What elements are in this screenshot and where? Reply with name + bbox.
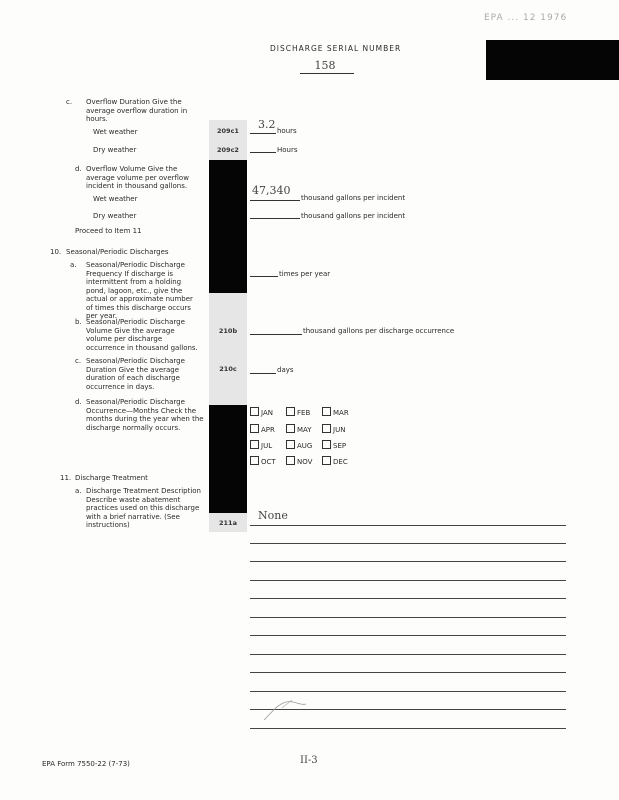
duration-days-unit: days [277, 366, 294, 374]
form-number: EPA Form 7550-22 (7-73) [42, 760, 130, 768]
narrative-line[interactable] [250, 691, 566, 692]
checkbox-icon[interactable] [250, 407, 259, 416]
checkbox-icon[interactable] [322, 440, 331, 449]
redaction-block [209, 405, 247, 513]
item11a-text: Discharge Treatment Description Describe waste abatement practices used on this discharge with a brief narrative. (See instructions) [86, 487, 201, 529]
month-label: FEB [297, 409, 311, 417]
code-209c1: 209c1 [217, 127, 239, 135]
discharge-serial-number-value: 158 [314, 59, 336, 72]
month-oct[interactable] [250, 456, 276, 467]
month-label: APR [261, 426, 275, 434]
discharge-serial-number-heading: DISCHARGE SERIAL NUMBER [270, 44, 402, 53]
item10-title: Seasonal/Periodic Discharges [66, 248, 169, 256]
item-c-text: Overflow Duration Give the average overflow duration in hours. [86, 98, 188, 123]
month-jan[interactable] [250, 407, 273, 418]
item11-number: 11. [60, 474, 72, 482]
code-210c: 210c [219, 365, 237, 373]
month-label: NOV [297, 458, 313, 466]
item-d-label: d. [75, 165, 82, 173]
wet-volume-value[interactable]: 47,340 [252, 184, 291, 197]
dry-volume-unit: thousand gallons per incident [301, 212, 406, 220]
item-c-wet-label: Wet weather [93, 128, 138, 136]
month-may[interactable] [286, 424, 312, 435]
frequency-line[interactable] [250, 276, 278, 277]
item10d-label: d. [75, 398, 82, 406]
code-210b: 210b [218, 327, 238, 335]
item10c-label: c. [75, 357, 82, 365]
dry-volume-line[interactable] [250, 218, 300, 219]
checkbox-icon[interactable] [322, 424, 331, 433]
month-label: MAY [297, 426, 312, 434]
narrative-line[interactable] [250, 525, 566, 526]
handwritten-mark-icon [262, 694, 312, 724]
checkbox-icon[interactable] [322, 407, 331, 416]
month-jul[interactable] [250, 440, 272, 451]
item10c-text: Seasonal/Periodic Discharge Duration Give the average duration of each discharge occurrence in days. [86, 357, 185, 391]
dry-duration-unit: Hours [277, 146, 298, 154]
checkbox-icon[interactable] [286, 440, 295, 449]
month-jun[interactable] [322, 424, 345, 435]
item10a-text: Seasonal/Periodic Discharge Frequency If discharge is intermittent from a holding pond, lagoon, etc., give the actual or approximate number of times this discharge occurs per year. [86, 261, 193, 320]
month-mar[interactable] [322, 407, 349, 418]
month-sep[interactable] [322, 440, 346, 451]
checkbox-icon[interactable] [286, 424, 295, 433]
month-label: SEP [333, 442, 347, 450]
checkbox-icon[interactable] [286, 407, 295, 416]
item11-title: Discharge Treatment [75, 474, 148, 482]
month-aug[interactable] [286, 440, 312, 451]
item10-number: 10. [50, 248, 62, 256]
serial-underline [300, 73, 354, 74]
narrative-line[interactable] [250, 617, 566, 618]
month-nov[interactable] [286, 456, 312, 467]
item10b-label: b. [75, 318, 82, 326]
redaction-block [209, 160, 247, 293]
month-label: MAR [333, 409, 349, 417]
proceed-instruction: Proceed to Item 11 [75, 227, 142, 235]
month-label: JAN [261, 409, 273, 417]
item-d-dry-label: Dry weather [93, 212, 137, 220]
narrative-line[interactable] [250, 635, 566, 636]
narrative-line[interactable] [250, 654, 566, 655]
redaction-block [486, 40, 619, 80]
checkbox-icon[interactable] [250, 440, 259, 449]
item10a-label: a. [70, 261, 77, 269]
received-stamp: EPA ... 12 1976 [484, 13, 568, 23]
item-c-dry-label: Dry weather [93, 146, 137, 154]
item-d-text: Overflow Volume Give the average volume per overflow incident in thousand gallons. [86, 165, 189, 190]
checkbox-icon[interactable] [250, 456, 259, 465]
treatment-description-value[interactable]: None [258, 509, 288, 522]
dry-duration-line[interactable] [250, 152, 276, 153]
month-label: DEC [333, 458, 348, 466]
item10b-text: Seasonal/Periodic Discharge Volume Give the average volume per discharge occurrence in thousand gallons. [86, 318, 198, 352]
item-c-label: c. [66, 98, 73, 106]
checkbox-icon[interactable] [322, 456, 331, 465]
code-209c2: 209c2 [217, 146, 239, 154]
narrative-line[interactable] [250, 728, 566, 729]
month-label: JUL [261, 442, 273, 450]
narrative-line[interactable] [250, 598, 566, 599]
checkbox-icon[interactable] [250, 424, 259, 433]
wet-volume-line [250, 200, 300, 201]
frequency-unit: times per year [279, 270, 331, 278]
item11a-label: a. [75, 487, 82, 495]
month-label: JUN [333, 426, 346, 434]
wet-volume-unit: thousand gallons per incident [301, 194, 406, 202]
month-label: AUG [297, 442, 313, 450]
code-211a: 211a [219, 519, 237, 527]
periodic-volume-line[interactable] [250, 334, 302, 335]
periodic-volume-unit: thousand gallons per discharge occurrence [303, 327, 455, 335]
narrative-line[interactable] [250, 543, 566, 544]
item10d-text: Seasonal/Periodic Discharge Occurrence—Months Check the months during the year when the discharge normally occurs. [86, 398, 204, 432]
item-d-wet-label: Wet weather [93, 195, 138, 203]
wet-duration-unit: hours [277, 127, 297, 135]
page-number: II-3 [300, 755, 318, 766]
month-apr[interactable] [250, 424, 275, 435]
narrative-line[interactable] [250, 561, 566, 562]
duration-days-line[interactable] [250, 373, 276, 374]
checkbox-icon[interactable] [286, 456, 295, 465]
month-label: OCT [261, 458, 276, 466]
wet-duration-value[interactable]: 3.2 [258, 118, 276, 131]
narrative-line[interactable] [250, 580, 566, 581]
month-feb[interactable] [286, 407, 310, 418]
narrative-line[interactable] [250, 672, 566, 673]
wet-duration-line [250, 133, 276, 134]
month-dec[interactable] [322, 456, 348, 467]
